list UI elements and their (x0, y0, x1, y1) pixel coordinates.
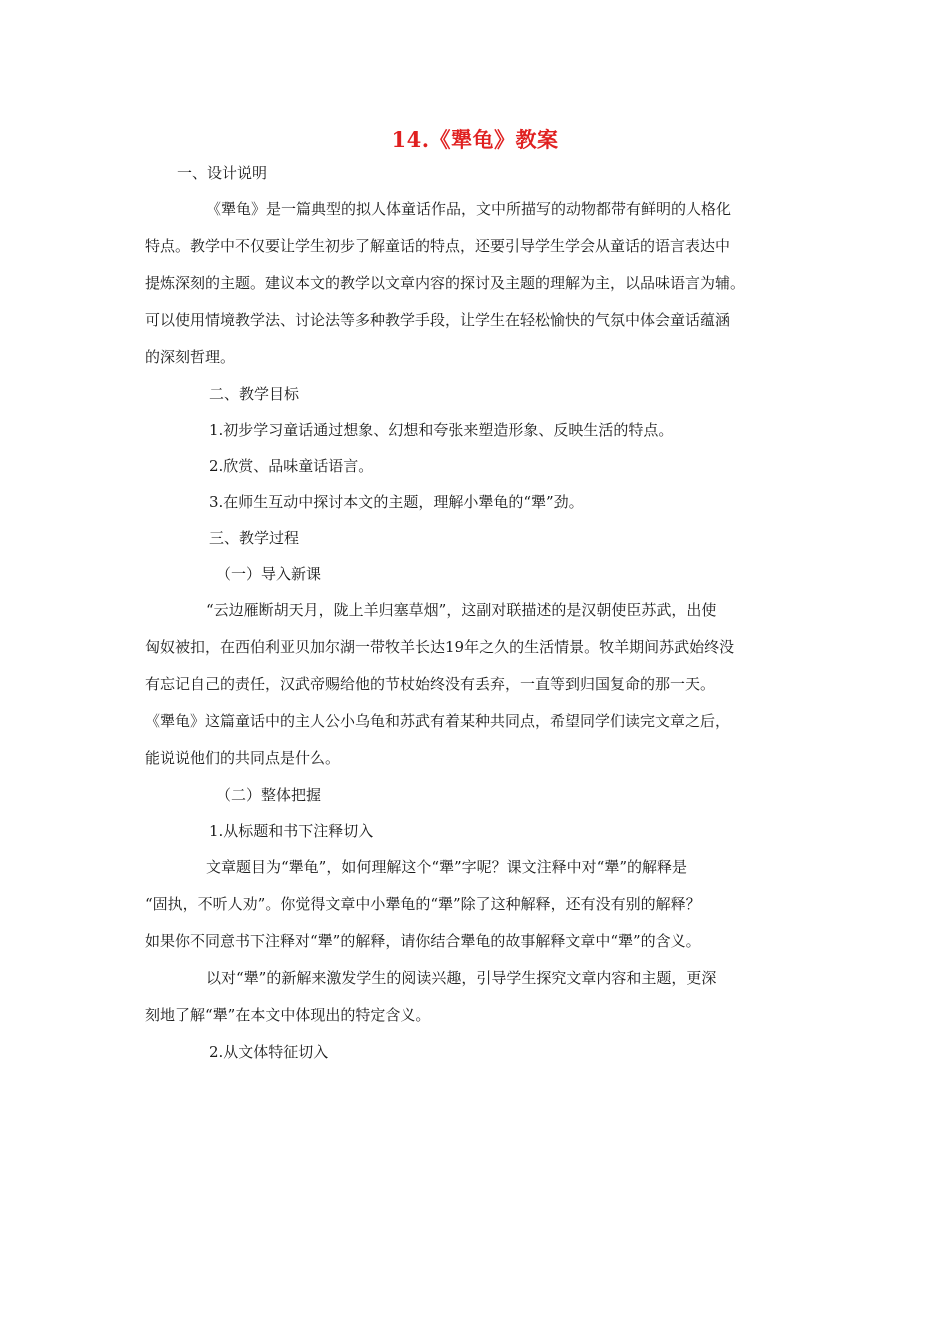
text-line: 如果你不同意书下注释对“犟”的解释，请你结合犟龟的故事解释文章中“犟”的含义。 (145, 932, 701, 950)
text-line: 《犟龟》这篇童话中的主人公小乌龟和苏武有着某种共同点，希望同学们读完文章之后， (145, 712, 731, 730)
text-line: 刻地了解“犟”在本文中体现出的特定含义。 (145, 1006, 431, 1024)
method-item: 1.从标题和书下注释切入 (209, 822, 374, 840)
section-heading-design: 一、设计说明 (177, 164, 268, 182)
text-line: 可以使用情境教学法、讨论法等多种教学手段，让学生在轻松愉快的气氛中体会童话蕴涵 (145, 311, 731, 329)
document-title: 14.《犟龟》教案 (391, 127, 559, 152)
subsection-heading-overall: （二）整体把握 (216, 786, 322, 804)
text-line: 《犟龟》是一篇典型的拟人体童话作品，文中所描写的动物都带有鲜明的人格化 (206, 200, 732, 218)
text-line: 能说说他们的共同点是什么。 (145, 749, 341, 767)
goal-item: 3.在师生互动中探讨本文的主题，理解小犟龟的“犟”劲。 (209, 493, 584, 511)
section-heading-process: 三、教学过程 (209, 529, 300, 547)
paragraph-intro (145, 592, 807, 777)
text-line: 文章题目为“犟龟”，如何理解这个“犟”字呢？课文注释中对“犟”的解释是 (206, 858, 688, 876)
text-line: 以对“犟”的新解来激发学生的阅读兴趣，引导学生探究文章内容和主题，更深 (206, 969, 717, 987)
method-item: 2.从文体特征切入 (209, 1043, 329, 1061)
paragraph-new-interpretation (145, 960, 807, 1034)
text-line: 提炼深刻的主题。建议本文的教学以文章内容的探讨及主题的理解为主，以品味语言为辅。 (145, 274, 746, 292)
document-body (145, 163, 807, 1078)
goal-item: 2.欣赏、品味童话语言。 (209, 457, 374, 475)
text-line: 有忘记自己的责任，汉武帝赐给他的节杖始终没有丢弃，一直等到归国复命的那一天。 (145, 675, 716, 693)
paragraph-design-description (145, 191, 807, 376)
text-line: 匈奴被扣，在西伯利亚贝加尔湖一带牧羊长达19年之久的生活情景。牧羊期间苏武始终没 (145, 638, 735, 656)
text-line: “固执，不听人劝”。你觉得文章中小犟龟的“犟”除了这种解释，还有没有别的解释？ (145, 895, 701, 913)
text-line: “云边雁断胡天月，陇上羊归塞草烟”，这副对联描述的是汉朝使臣苏武，出使 (206, 601, 717, 619)
subsection-heading-intro: （一）导入新课 (216, 565, 322, 583)
goal-item: 1.初步学习童话通过想象、幻想和夸张来塑造形象、反映生活的特点。 (209, 421, 674, 439)
text-line: 特点。教学中不仅要让学生初步了解童话的特点，还要引导学生学会从童话的语言表达中 (145, 237, 731, 255)
paragraph-title-annotation (145, 849, 807, 960)
text-line: 的深刻哲理。 (145, 348, 236, 366)
section-heading-goals: 二、教学目标 (209, 385, 300, 403)
